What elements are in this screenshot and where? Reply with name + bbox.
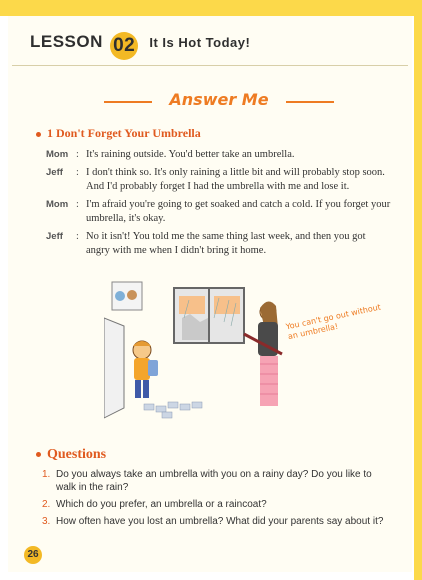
top-color-band [0, 0, 422, 16]
question-number: 2. [42, 499, 51, 510]
speaker: Mom [46, 149, 69, 160]
part-number: 1 [47, 126, 53, 140]
colon: : [76, 231, 79, 242]
part-heading [36, 126, 201, 141]
question-item [42, 468, 392, 494]
umbrella-scene-illustration [104, 278, 304, 428]
dialog-line [46, 230, 392, 258]
bullet-icon [36, 132, 41, 137]
speech-bubble: You can't go out without an umbrella! [285, 302, 382, 342]
bullet-icon [36, 452, 41, 457]
lesson-number-badge: 02 [110, 32, 138, 60]
right-color-band [414, 0, 422, 580]
speaker: Jeff [46, 231, 63, 242]
line-text: It's raining outside. You'd better take an umbrella. [86, 149, 295, 160]
dialog-line [46, 198, 392, 226]
question-number: 3. [42, 516, 51, 527]
line-text: I don't think so. It's only raining a little bit and will probably stop soon. And I'd probably forget I had the umbrella with me and lose it. [86, 167, 385, 192]
question-text: Do you always take an umbrella with you on a rainy day? Do you like to walk in the rain? [56, 469, 372, 493]
questions-heading [36, 447, 106, 463]
question-list [42, 468, 392, 532]
page-number-badge: 26 [24, 546, 42, 564]
colon: : [76, 167, 79, 178]
line-text: I'm afraid you're going to get soaked and catch a cold. If you forget your umbrella, it's okay. [86, 199, 391, 224]
title-rule-right [286, 101, 334, 103]
lesson-label: LESSON [30, 32, 103, 51]
colon: : [76, 149, 79, 160]
questions-title: Questions [47, 447, 107, 462]
part-title: Don't Forget Your Umbrella [56, 126, 201, 140]
dialog-line [46, 166, 392, 194]
question-text: Which do you prefer, an umbrella or a raincoat? [56, 499, 267, 510]
question-number: 1. [42, 469, 51, 480]
lesson-title: It Is Hot Today! [149, 35, 251, 50]
line-text: No it isn't! You told me the same thing last week, and then you got angry with me when I didn't bring it home. [86, 231, 366, 256]
question-text: How often have you lost an umbrella? What did your parents say about it? [56, 516, 384, 527]
section-title: Answer Me [169, 90, 269, 109]
question-item [42, 515, 392, 528]
question-item [42, 498, 392, 511]
colon: : [76, 199, 79, 210]
lesson-header [30, 32, 250, 60]
header-divider [12, 65, 408, 66]
dialog [46, 148, 392, 262]
speaker: Jeff [46, 167, 63, 178]
dialog-line [46, 148, 392, 162]
speaker: Mom [46, 199, 69, 210]
